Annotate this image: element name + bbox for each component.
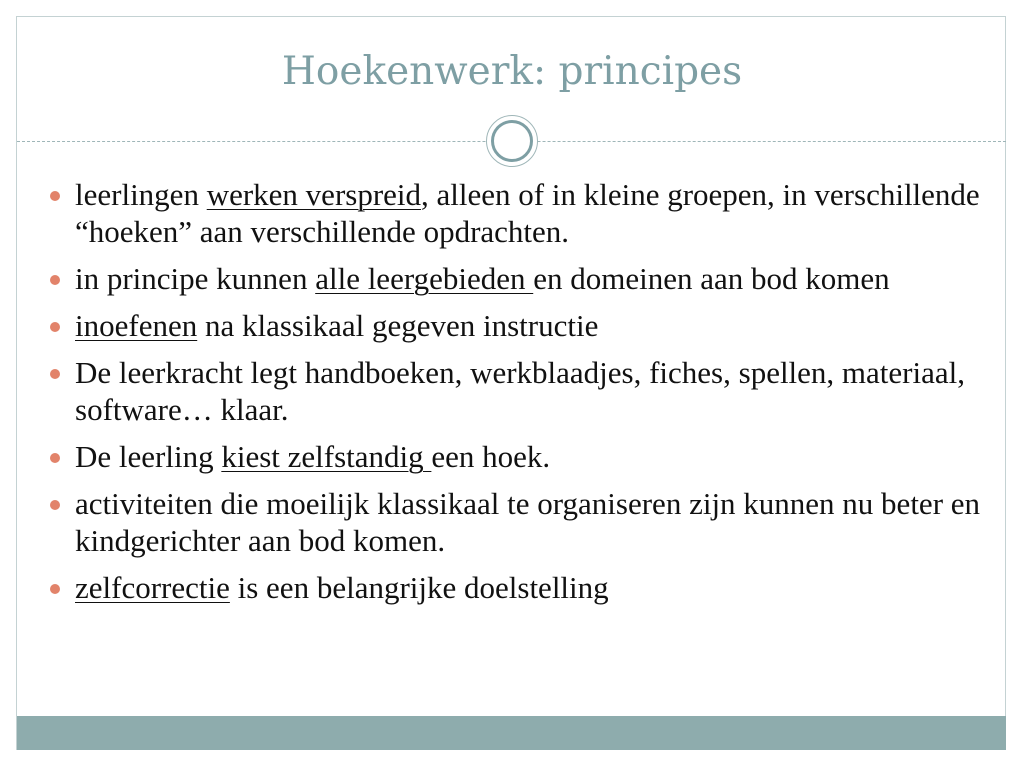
bullet-text: De leerkracht legt handboeken, werkblaadjes, fiches, spellen, materiaal, software… klaar. xyxy=(75,355,965,427)
bullet-marker-icon xyxy=(50,191,60,201)
bullet-emphasis: zelfcorrectie xyxy=(75,570,230,605)
bullet-item xyxy=(44,176,984,250)
bullet-item xyxy=(44,485,984,559)
bullet-marker-icon xyxy=(50,453,60,463)
bullet-text: De leerling xyxy=(75,439,222,474)
bullet-emphasis: kiest zelfstandig xyxy=(221,439,432,474)
bullet-text: een hoek. xyxy=(431,439,551,474)
bullet-text: na klassikaal gegeven instructie xyxy=(197,308,599,343)
bullet-item xyxy=(44,438,984,475)
bullet-marker-icon xyxy=(50,500,60,510)
circle-ornament-inner xyxy=(491,120,533,162)
bullet-item xyxy=(44,307,984,344)
bullet-emphasis: werken verspreid xyxy=(206,177,422,212)
bullet-text: en domeinen aan bod komen xyxy=(533,261,890,296)
bullet-item xyxy=(44,260,984,297)
bullet-text: leerlingen xyxy=(75,177,207,212)
bullet-marker-icon xyxy=(50,322,60,332)
bullet-text: activiteiten die moeilijk klassikaal te organiseren zijn kunnen nu beter en kindgerichter aan bod komen. xyxy=(75,486,981,558)
bullet-item xyxy=(44,569,984,606)
bullet-marker-icon xyxy=(50,275,60,285)
bullet-text: in principe kunnen xyxy=(75,261,316,296)
footer-bar xyxy=(17,716,1006,750)
slide-title: Hoekenwerk: principes xyxy=(281,49,743,94)
circle-ornament-icon xyxy=(486,115,538,167)
bullet-item xyxy=(44,354,984,428)
bullet-marker-icon xyxy=(50,584,60,594)
bullet-marker-icon xyxy=(50,369,60,379)
bullet-text: is een belangrijke doelstelling xyxy=(229,570,609,605)
bullet-emphasis: alle leergebieden xyxy=(315,261,534,296)
bullet-text: , alleen of in kleine groepen, in verschillende “hoeken” aan verschillende opdrachten. xyxy=(75,177,980,249)
bullet-emphasis: inoefenen xyxy=(75,308,198,343)
bullet-list xyxy=(44,176,984,616)
